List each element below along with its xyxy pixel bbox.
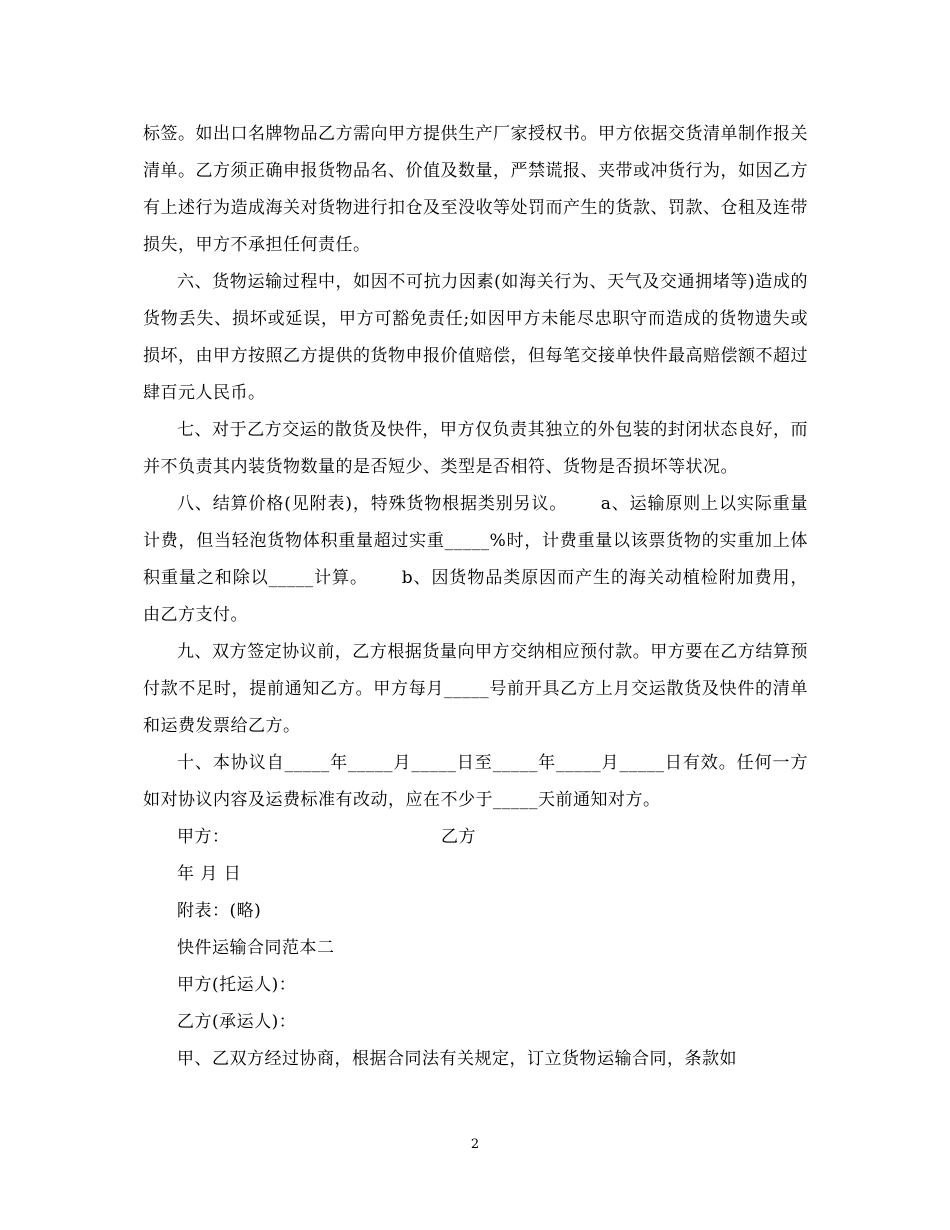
party-a-shipper-line: 甲方(托运人)：	[177, 975, 297, 995]
paragraph-clause-9: 九、双方签定协议前，乙方根据货量向甲方交纳相应预付款。甲方要在乙方结算预付款不足时，提前通知乙方。甲方每月_____号前开具乙方上月交运散货及快件的清单和运费发票给乙方。	[143, 642, 808, 736]
date-line: 年 月 日	[177, 864, 242, 884]
paragraph-clause-6: 六、货物运输过程中，如因不可抗力因素(如海关行为、天气及交通拥堵等)造成的货物丢失、损坏或延误，甲方可豁免责任;如因甲方未能尽忠职守而造成的货物遗失或损坏，由甲方按照乙方提供的货物申报价值赔偿，但每笔交接单快件最高赔偿额不超过肆百元人民币。	[143, 272, 808, 403]
paragraph-clause-7: 七、对于乙方交运的散货及快件，甲方仅负责其独立的外包装的封闭状态良好，而并不负责其内装货物数量的是否短少、类型是否相符、货物是否损坏等状况。	[143, 420, 808, 477]
party-b-signature-label: 乙方	[441, 827, 476, 847]
section-title: 快件运输合同范本二	[177, 938, 335, 958]
paragraph-clause-8: 八、结算价格(见附表)，特殊货物根据类别另议。 a、运输原则上以实际重量计费，但当轻泡货物体积重量超过实重_____%时，计费重量以该票货物的实重加上体积重量之和除以_____计算。 b、因货物品类原因而产生的海关动植检附加费用，由乙方支付。	[143, 494, 808, 625]
paragraph-continuation: 标签。如出口名牌物品乙方需向甲方提供生产厂家授权书。甲方依据交货清单制作报关清单。乙方须正确申报货物品名、价值及数量，严禁谎报、夹带或冲货行为，如因乙方有上述行为造成海关对货物进行扣仓及至没收等处罚而产生的货款、罚款、仓租及连带损失，甲方不承担任何责任。	[143, 124, 808, 255]
document-body	[143, 116, 808, 1078]
appendix-line: 附表：(略)	[177, 901, 262, 921]
signature-row	[143, 819, 808, 856]
paragraph-agreement-intro: 甲、乙双方经过协商，根据合同法有关规定，订立货物运输合同，条款如	[177, 1049, 737, 1069]
paragraph-clause-10: 十、本协议自_____年_____月_____日至_____年_____月_____日有效。任何一方如对协议内容及运费标准有改动，应在不少于_____天前通知对方。	[143, 753, 808, 810]
page-number: 2	[470, 1137, 480, 1152]
party-a-signature-label: 甲方：	[177, 827, 230, 847]
party-b-carrier-line: 乙方(承运人)：	[177, 1012, 297, 1032]
